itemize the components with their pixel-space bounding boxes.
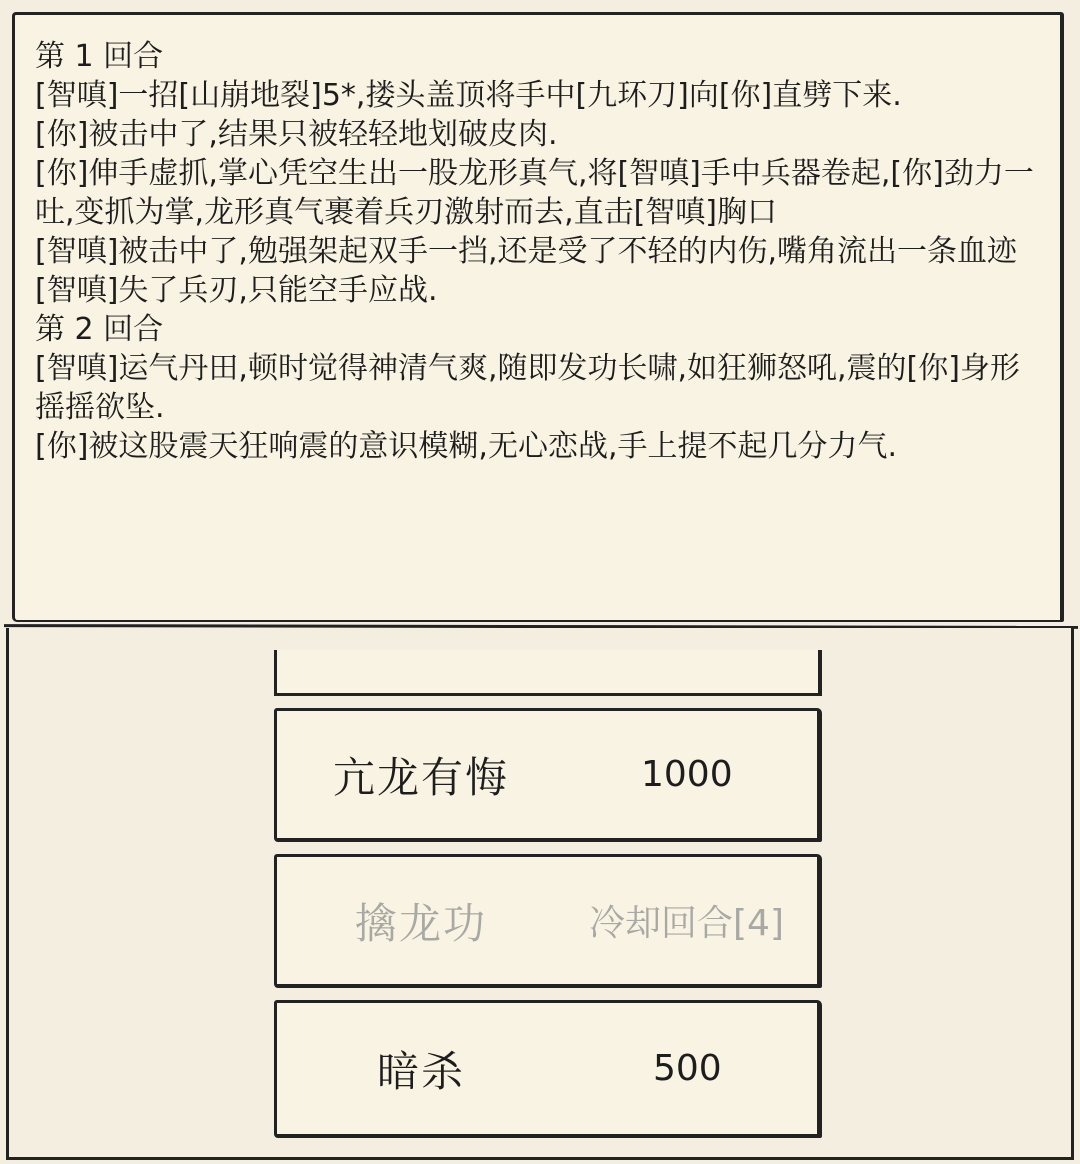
skill-cost: 500 — [653, 1048, 722, 1089]
log-line: [你]被击中了,结果只被轻轻地划破皮肉. — [35, 117, 558, 152]
skill-button-qinlong-gong — [274, 854, 822, 988]
skill-name: 亢龙有悔 — [333, 752, 510, 802]
log-line: [智嗔]一招[山崩地裂]5*,搂头盖顶将手中[九环刀]向[你]直劈下来. — [35, 78, 902, 113]
battle-log-panel[interactable] — [12, 12, 1064, 622]
skill-cost: 1000 — [641, 754, 733, 795]
log-line: [智嗔]运气丹田,顿时觉得神清气爽,随即发功长啸,如狂狮怒吼,震的[你]身形摇摇欲坠. — [35, 351, 1020, 425]
skill-button-ansha[interactable] — [274, 1000, 822, 1138]
skill-cooldown: 冷却回合[4] — [589, 903, 784, 944]
skill-name: 暗杀 — [377, 1046, 466, 1096]
log-line: [智嗔]失了兵刃,只能空手应战. — [35, 273, 438, 308]
skill-name: 擒龙功 — [355, 898, 488, 948]
log-line: [智嗔]被击中了,勉强架起双手一挡,还是受了不轻的内伤,嘴角流出一条血迹 — [35, 234, 1018, 269]
log-line-round-2: 第 2 回合 — [35, 312, 164, 347]
log-line: [你]伸手虚抓,掌心凭空生出一股龙形真气,将[智嗔]手中兵器卷起,[你]劲力一吐,变抓为掌,龙形真气裹着兵刃激射而去,直击[智嗔]胸口 — [35, 156, 1034, 230]
skill-button-kanglong-youhui[interactable] — [274, 708, 822, 842]
log-line-round-1: 第 1 回合 — [35, 39, 164, 74]
log-line: [你]被这股震天狂响震的意识模糊,无心恋战,手上提不起几分力气. — [35, 429, 898, 464]
skill-button-partial[interactable] — [274, 650, 822, 696]
